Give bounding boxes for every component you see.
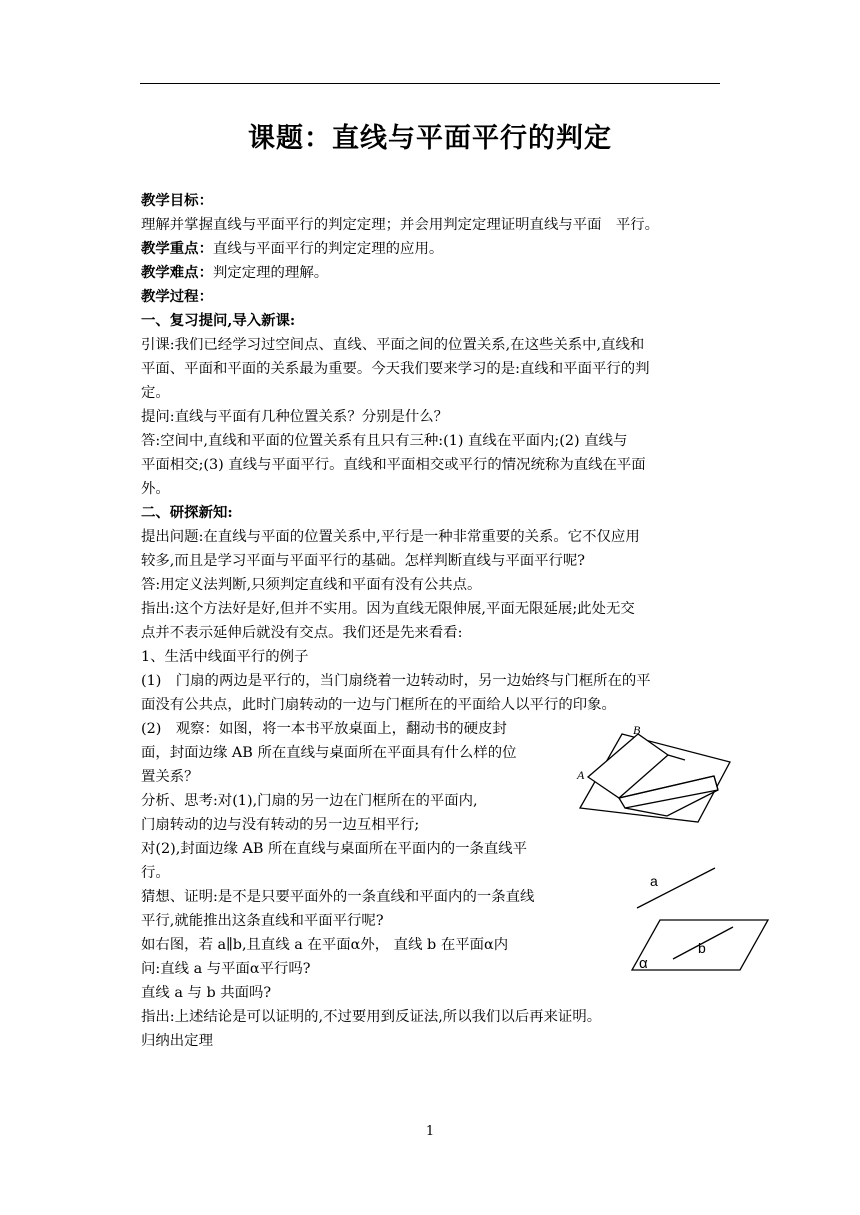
label-b: b: [698, 940, 706, 956]
label-a: A: [577, 768, 585, 782]
process-heading: 教学过程：: [141, 288, 213, 305]
analysis-line: 行。: [141, 865, 170, 881]
problem-line: 提出问题:在直线与平面的位置关系中,平行是一种非常重要的关系。它不仅应用: [141, 529, 640, 545]
line-a: [637, 868, 715, 908]
intro-line: 平面、平面和平面的关系最为重要。今天我们要来学习的是:直线和平面平行的判: [141, 361, 650, 377]
analysis-line: 分析、思考:对(1),门扇的另一边在门框所在的平面内,: [141, 793, 478, 809]
goal-text: 理解并掌握直线与平面平行的判定定理；并会用判定定理证明直线与平面 平行。: [141, 217, 660, 233]
intro-line: 引课:我们已经学习过空间点、直线、平面之间的位置关系,在这些关系中,直线和: [141, 337, 645, 353]
key-text: 直线与平面平行的判定定理的应用。: [212, 241, 444, 257]
example-line: 置关系？: [141, 769, 199, 785]
key-label: 教学重点：: [141, 240, 213, 257]
question-line: 提问:直线与平面有几种位置关系？分别是什么？: [141, 409, 449, 425]
page-number: 1: [425, 1124, 435, 1139]
guess-line: 平行,就能推出这条直线和平面平行呢?: [141, 913, 384, 929]
conclude-line: 归纳出定理: [141, 1033, 213, 1049]
problem-line: 较多,而且是学习平面与平面平行的基础。怎样判断直线与平面平行呢?: [141, 553, 586, 569]
header-rule: [140, 83, 720, 84]
guess-line: 直线 a 与 b 共面吗?: [141, 985, 272, 1001]
section1-heading: 一、复习提问,导入新课:: [141, 312, 296, 329]
goal-heading: 教学目标：: [141, 192, 213, 209]
difficulty-point: [141, 261, 328, 285]
example-line: (2) 观察：如图，将一本书平放桌面上，翻动书的硬皮封: [141, 721, 507, 737]
book-top-edge: [668, 755, 685, 760]
example-line: 面，封面边缘 AB 所在直线与桌面所在平面具有什么样的位: [141, 745, 517, 761]
book-cover: [588, 734, 668, 798]
parallel-lines-plane-figure: [625, 864, 775, 978]
analysis-line: 门扇转动的边与没有转动的另一边互相平行;: [141, 817, 420, 833]
answer-line: 平面相交;(3) 直线与平面平行。直线和平面相交或平行的情况统称为直线在平面: [141, 457, 646, 473]
point-line: 点并不表示延伸后就没有交点。我们还是先来看看:: [141, 625, 463, 641]
page-title: 课题：直线与平面平行的判定: [248, 123, 612, 154]
answer-line: 外。: [141, 481, 170, 497]
diff-text: 判定定理的理解。: [212, 265, 329, 281]
example-line: (1) 门扇的两边是平行的，当门扇绕着一边转动时，另一边始终与门框所在的平: [141, 673, 651, 689]
label-alpha: α: [639, 955, 648, 972]
point-line: 指出:上述结论是可以证明的,不过要用到反证法,所以我们以后再来证明。: [141, 1009, 602, 1025]
key-point: [141, 237, 443, 261]
answer-line: 答:用定义法判断,只须判定直线和平面有没有公共点。: [141, 577, 482, 593]
label-b: B: [633, 723, 641, 737]
section2-heading: 二、研探新知:: [141, 504, 233, 521]
book-on-desk-figure: [575, 722, 735, 826]
example-line: 面没有公共点，此时门扇转动的一边与门框所在的平面给人以平行的印象。: [141, 697, 616, 713]
diff-label: 教学难点：: [141, 264, 213, 281]
example-heading: 1、生活中线面平行的例子: [141, 649, 309, 665]
answer-line: 答:空间中,直线和平面的位置关系有且只有三种:(1) 直线在平面内;(2) 直线与: [141, 433, 628, 449]
point-line: 指出:这个方法好是好,但并不实用。因为直线无限伸展,平面无限延展;此处无交: [141, 601, 635, 617]
intro-line: 定。: [141, 385, 170, 401]
analysis-line: 对(2),封面边缘 AB 所在直线与桌面所在平面内的一条直线平: [141, 841, 528, 857]
guess-line: 如右图，若 a∥b,且直线 a 在平面α外， 直线 b 在平面α内: [141, 937, 509, 953]
guess-line: 问:直线 a 与平面α平行吗?: [141, 961, 311, 977]
label-a: a: [650, 873, 658, 889]
guess-line: 猜想、证明:是不是只要平面外的一条直线和平面内的一条直线: [141, 889, 535, 905]
